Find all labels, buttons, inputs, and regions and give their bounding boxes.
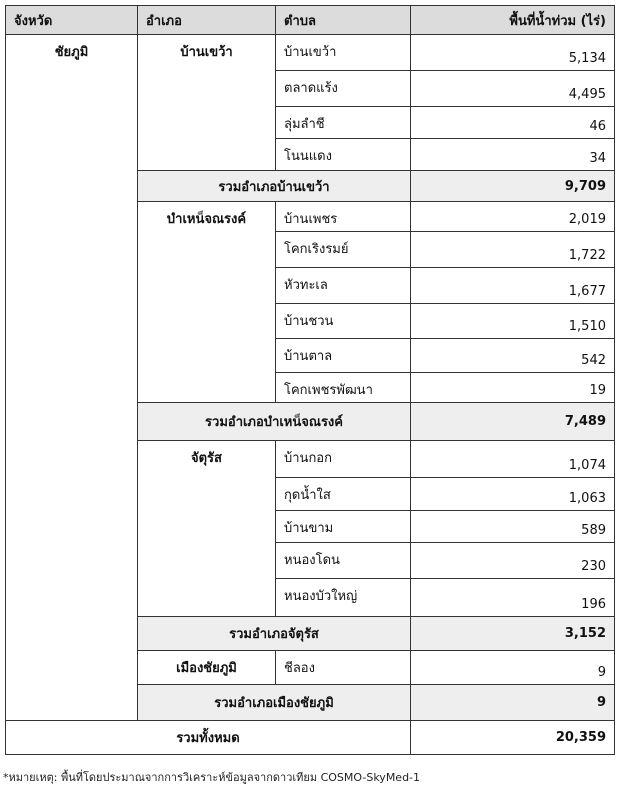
subdistrict-cell: หนองบัวใหญ่ (276, 579, 411, 617)
subdistrict-cell: บ้านตาล (276, 339, 411, 373)
grand-total-label: รวมทั้งหมด (6, 721, 411, 755)
district-cell: จัตุรัส (138, 441, 276, 617)
flood-area-cell: 1,510 (411, 304, 615, 339)
flood-area-cell: 4,495 (411, 71, 615, 107)
subdistrict-cell: หนองโดน (276, 543, 411, 579)
flood-area-cell: 1,063 (411, 478, 615, 511)
subtotal-value: 3,152 (411, 617, 615, 651)
subdistrict-cell: บ้านเพชร (276, 202, 411, 232)
flood-area-cell: 1,677 (411, 268, 615, 304)
subdistrict-cell: บ้านเขว้า (276, 35, 411, 71)
subdistrict-cell: บ้านกอก (276, 441, 411, 478)
header-province: จังหวัด (6, 6, 138, 35)
subtotal-label: รวมอำเภอเมืองชัยภูมิ (138, 685, 411, 721)
subtotal-label: รวมอำเภอบำเหน็จณรงค์ (138, 403, 411, 441)
flood-area-cell: 230 (411, 543, 615, 579)
flood-area-cell: 9 (411, 651, 615, 685)
subtotal-value: 7,489 (411, 403, 615, 441)
flood-area-cell: 46 (411, 107, 615, 139)
subdistrict-cell: หัวทะเล (276, 268, 411, 304)
district-cell: บ้านเขว้า (138, 35, 276, 171)
subtotal-label: รวมอำเภอจัตุรัส (138, 617, 411, 651)
subtotal-value: 9 (411, 685, 615, 721)
table-header-row (6, 6, 615, 35)
grand-total-value: 20,359 (411, 721, 615, 755)
province-cell: ชัยภูมิ (6, 35, 138, 721)
subdistrict-cell: โคกเพชรพัฒนา (276, 373, 411, 403)
subdistrict-cell: กุดน้ำใส (276, 478, 411, 511)
table-row (6, 35, 615, 71)
subdistrict-cell: ลุ่มลำชี (276, 107, 411, 139)
flood-area-cell: 19 (411, 373, 615, 403)
subdistrict-cell: ชีลอง (276, 651, 411, 685)
subtotal-value: 9,709 (411, 171, 615, 202)
footnote: *หมายเหตุ: พื้นที่โดยประมาณจากการวิเคราะห์ข้อมูลจากดาวเทียม COSMO-SkyMed-1 (3, 771, 421, 784)
grand-total-row (6, 721, 615, 755)
subdistrict-cell: บ้านชวน (276, 304, 411, 339)
subdistrict-cell: โนนแดง (276, 139, 411, 171)
subtotal-label: รวมอำเภอบ้านเขว้า (138, 171, 411, 202)
subdistrict-cell: โคกเริงรมย์ (276, 232, 411, 268)
flood-area-cell: 1,722 (411, 232, 615, 268)
table-body (6, 35, 615, 755)
subdistrict-cell: บ้านขาม (276, 511, 411, 543)
flood-area-cell: 5,134 (411, 35, 615, 71)
header-flood-area: พื้นที่น้ำท่วม (ไร่) (411, 6, 615, 35)
flood-area-cell: 542 (411, 339, 615, 373)
flood-area-cell: 196 (411, 579, 615, 617)
flood-area-cell: 589 (411, 511, 615, 543)
district-cell: เมืองชัยภูมิ (138, 651, 276, 685)
flood-area-cell: 34 (411, 139, 615, 171)
header-district: อำเภอ (138, 6, 276, 35)
flood-area-cell: 2,019 (411, 202, 615, 232)
flood-area-cell: 1,074 (411, 441, 615, 478)
header-subdistrict: ตำบล (276, 6, 411, 35)
subdistrict-cell: ตลาดแร้ง (276, 71, 411, 107)
district-cell: บำเหน็จณรงค์ (138, 202, 276, 403)
flood-area-table (5, 5, 615, 755)
